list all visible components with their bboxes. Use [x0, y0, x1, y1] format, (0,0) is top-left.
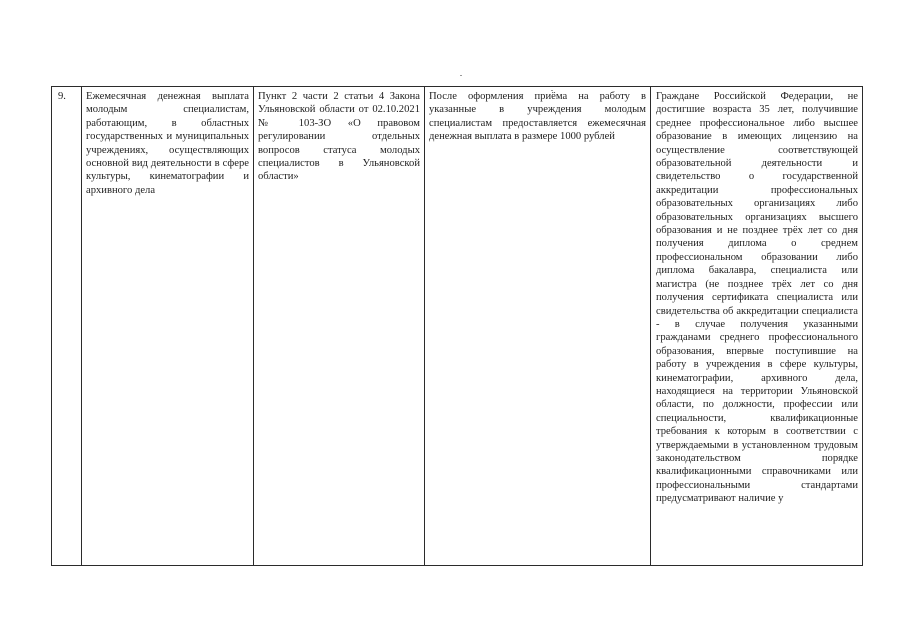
- payment-description-cell: [425, 87, 651, 566]
- recipients-cell: [651, 87, 863, 566]
- row-number: 9.: [58, 91, 66, 102]
- table-row: [52, 87, 863, 566]
- recipients-text: Граждане Российской Федерации, не достигшие возраста 35 лет, получившие среднее профессиональное либо высшее образование в имеющих лицензию на осуществление соответствующей образовательной деятельности и свидетельство о государственной аккредитации профессиональных образовательных организациях либо образовательных организациях высшего образования и не позднее трёх лет со дня получения диплома о среднем профессиональном образовании либо диплома бакалавра, специалиста или магистра (не позднее трёх лет со дня получения сертификата специалиста или свидетельства об аккредитации специалиста - в случае получения указанными гражданами среднего профессионального образования, впервые поступившие на работу в учреждения в сфере культуры, кинематографии, архивного дела, находящиеся на территории Ульяновской области, по должности, профессии или специальности, квалификационные требования к которым в соответствии с утверждаемыми в установленном трудовым законодательством порядке квалификационными справочниками или профессиональными стандартами предусматривают наличие у: [656, 91, 858, 505]
- payment-description: После оформления приёма на работу в указанные в учреждения молодым специалистам предоставляется ежемесячная денежная выплата в размере 1000 рублей: [429, 91, 646, 143]
- payment-name: Ежемесячная денежная выплата молодым специалистам, работающим, в областных государственных и муниципальных учреждениях, осуществляющих основной вид деятельности в сфере культуры, кинематографии и архивного дела: [86, 91, 249, 196]
- row-number-cell: [52, 87, 82, 566]
- legal-basis-cell: [254, 87, 425, 566]
- scan-speck: [460, 75, 462, 76]
- payment-name-cell: [82, 87, 254, 566]
- benefits-table: [51, 86, 863, 566]
- legal-basis: Пункт 2 части 2 статьи 4 Закона Ульяновской области от 02.10.2021 № 103-ЗО «О правовом регулировании отдельных вопросов статуса молодых специалистов в Ульяновской области»: [258, 91, 420, 183]
